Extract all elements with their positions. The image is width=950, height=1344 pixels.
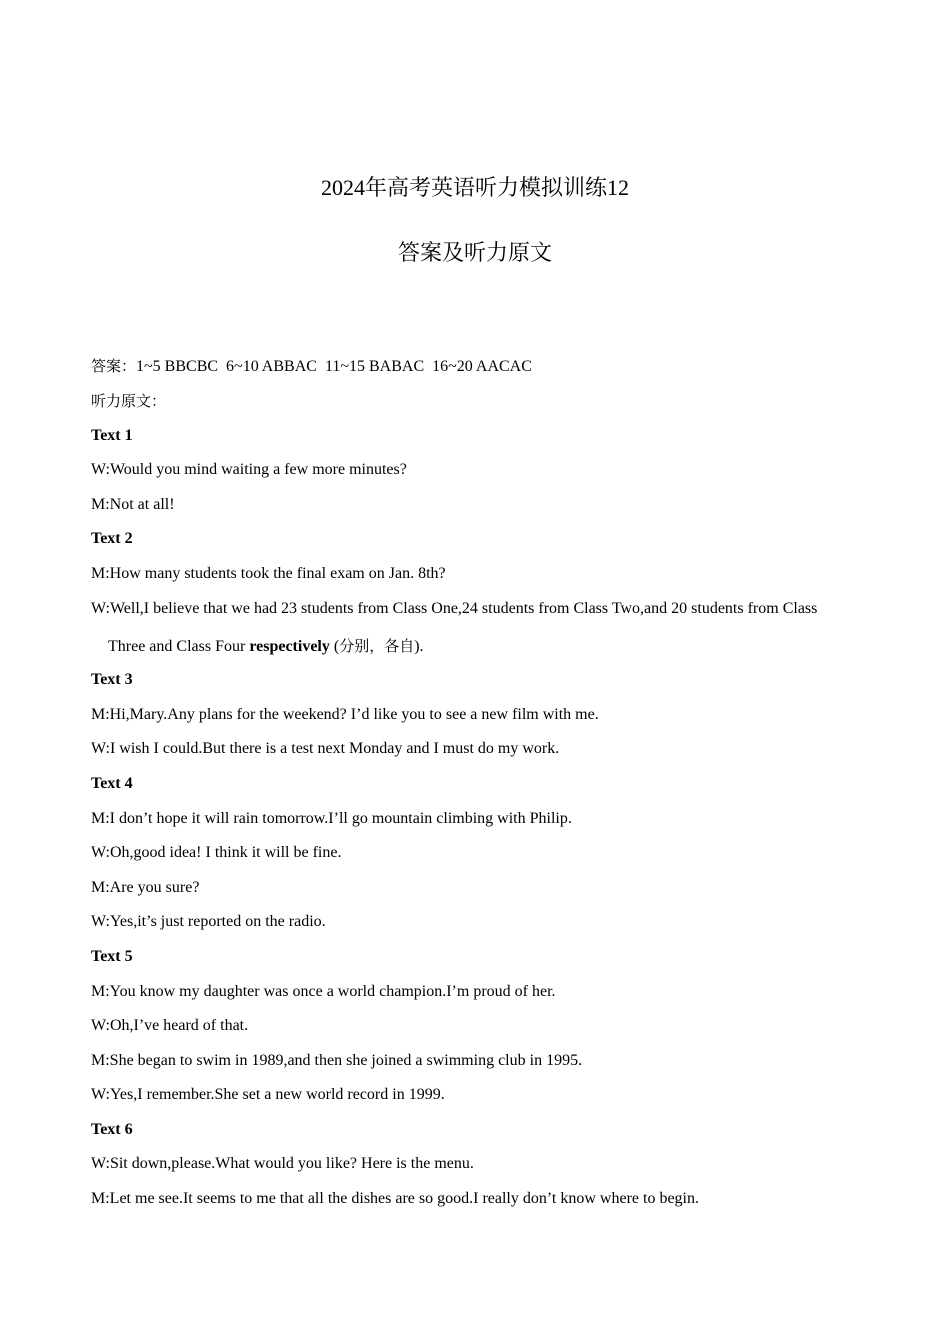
dialogue-line: M:How many students took the final exam on Jan. 8th?: [91, 564, 446, 582]
continuation-text: Three and Class Four: [108, 637, 250, 655]
text-heading: Text 4: [91, 774, 133, 792]
document-title: 2024年高考英语听力模拟训练12: [320, 175, 629, 200]
answer-group: 16~20 AACAC: [432, 358, 532, 375]
vocabulary-gloss: 分别，各自: [339, 636, 415, 655]
answer-key: [91, 353, 871, 388]
dialogue-line: M:Let me see.It seems to me that all the dishes are so good.I really don’t know where to begin.: [91, 1190, 699, 1208]
answer-group: 11~15 BABAC: [324, 358, 425, 375]
dialogue-line: W:Yes,I remember.She set a new world record in 1999.: [91, 1086, 445, 1104]
text-heading: Text 1: [91, 426, 133, 444]
dialogue-line: W:Oh,I’ve heard of that.: [91, 1017, 249, 1035]
dialogue-line: M:She began to swim in 1989,and then she joined a swimming club in 1995.: [91, 1051, 583, 1069]
vocabulary-word: respectively: [249, 637, 330, 655]
dialogue-line: W:Well,I believe that we had 23 students from Class One,24 students from Class Two,and 20 students from Class: [91, 599, 818, 617]
paren-open: (: [329, 637, 340, 655]
text-heading: Text 6: [91, 1120, 133, 1138]
dialogue-line: W:Would you mind waiting a few more minutes?: [91, 461, 407, 479]
dialogue-line: W:I wish I could.But there is a test next Monday and I must do my work.: [91, 740, 560, 758]
document-body: [91, 353, 871, 1221]
paren-close: ).: [414, 637, 424, 655]
dialogue-line: M:Not at all!: [91, 495, 175, 513]
transcript-label: [91, 388, 871, 423]
answer-group: 1~5 BBCBC: [136, 358, 219, 375]
dialogue-line: W:Yes,it’s just reported on the radio.: [91, 913, 326, 931]
transcript-label-text: 听力原文：: [91, 392, 167, 410]
document-subtitle: 答案及听力原文: [397, 240, 552, 265]
answer-label: 答案：: [91, 357, 137, 375]
text-heading: Text 3: [91, 671, 133, 689]
dialogue-line-continuation: [91, 633, 871, 668]
dialogue-line: W:Oh,good idea! I think it will be fine.: [91, 844, 342, 862]
text-heading: Text 5: [91, 947, 133, 965]
dialogue-line: M:I don’t hope it will rain tomorrow.I’ll go mountain climbing with Philip.: [91, 809, 572, 827]
dialogue-line: M:Are you sure?: [91, 878, 200, 896]
answer-group: 6~10 ABBAC: [226, 358, 317, 375]
dialogue-line: W:Sit down,please.What would you like? Here is the menu.: [91, 1155, 474, 1173]
dialogue-line: M:Hi,Mary.Any plans for the weekend? I’d like you to see a new film with me.: [91, 705, 599, 723]
text-heading: Text 2: [91, 530, 133, 548]
dialogue-line: M:You know my daughter was once a world champion.I’m proud of her.: [91, 982, 556, 1000]
